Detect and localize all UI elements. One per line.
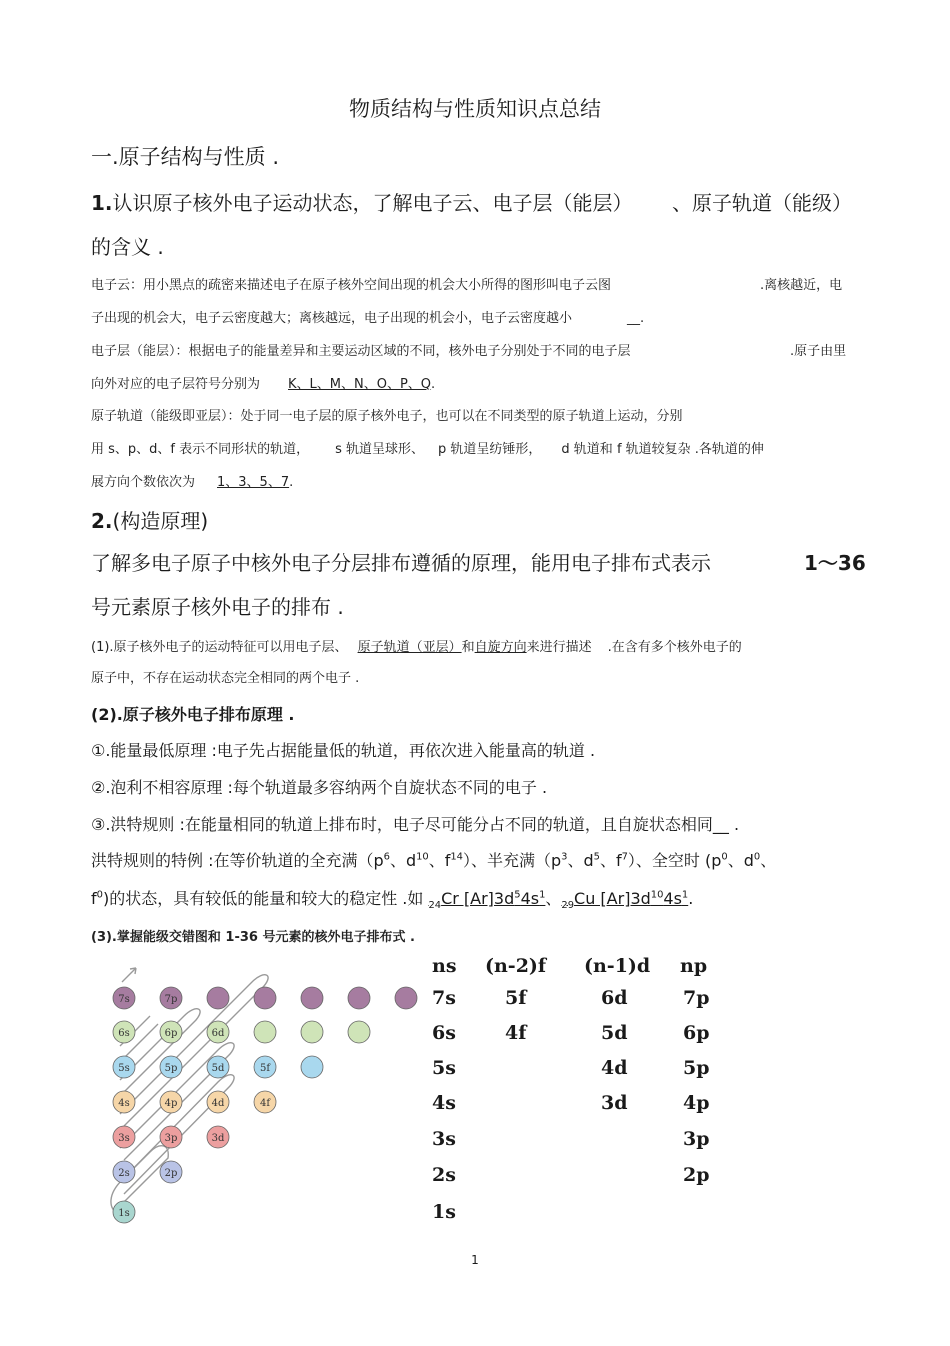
sup: 6	[383, 851, 390, 863]
text: 子出现的机会大，电子云密度越大；离核越远，电子出现的机会小，电子云密度越小	[91, 311, 573, 326]
diagram-heading: (3).掌握能级交错图和 1-36 号元素的核外电子排布式 .	[91, 930, 415, 945]
text: 洪特规则的特例 :在等价轨道的全充满（	[91, 851, 374, 870]
orbital-label: 2s	[118, 1168, 130, 1179]
orbital-circle	[301, 1021, 323, 1043]
chromium-config	[428, 889, 546, 912]
orbital-counts: 1、3、5、7	[217, 475, 290, 490]
page-number: 1	[471, 1253, 479, 1267]
sup: 1	[539, 889, 546, 901]
subsection-number: 2.	[91, 509, 113, 533]
orbital-circle	[254, 987, 276, 1009]
energy-level-diagram	[98, 962, 428, 1232]
period: .	[431, 377, 436, 392]
paragraph-orbital-line2	[91, 438, 764, 457]
text: 展方向个数依次为	[91, 475, 196, 490]
text: 、	[760, 851, 777, 870]
diagonal-arrows	[111, 968, 268, 1214]
rule-lowest-energy: ①.能量最低原理 :电子先占据能量低的轨道，再依次进入能量高的轨道 .	[91, 741, 596, 760]
paragraph-motion	[91, 636, 742, 655]
sup: 5	[514, 889, 521, 901]
subsection-2-heading	[91, 505, 208, 534]
orbital-label: 6p	[164, 1028, 178, 1039]
aufbau-objective-range: 1～36	[804, 551, 866, 575]
sup: 14	[450, 851, 463, 863]
text: 、d	[389, 851, 417, 870]
orbital-label: 4f	[259, 1098, 271, 1109]
text: ）、半充满（p	[462, 851, 562, 870]
orbital-label: 7p	[164, 994, 178, 1005]
table-cell: 7s	[432, 987, 456, 1009]
sub: 24	[428, 900, 442, 912]
paragraph-electron-cloud-line2	[91, 307, 644, 326]
orbital-circle	[207, 987, 229, 1009]
page-title: 物质结构与性质知识点总结	[349, 97, 601, 121]
sup: 0	[753, 851, 761, 863]
table-cell: 2s	[432, 1164, 456, 1186]
table-cell: 5p	[683, 1057, 710, 1079]
orbital-label: 5d	[211, 1063, 225, 1074]
text: f	[91, 889, 97, 908]
table-cell: 4f	[505, 1022, 527, 1044]
text: 和	[461, 640, 475, 655]
text: Cu [Ar]3d	[574, 889, 651, 908]
copper-config	[561, 889, 689, 912]
text: .在含有多个核外电子的	[607, 640, 742, 655]
table-cell: 3p	[683, 1128, 710, 1150]
text: 、	[545, 889, 562, 908]
orbital-term: 原子轨道（亚层）	[357, 640, 462, 655]
sup: 10	[650, 889, 664, 901]
table-header-d: (n-1)d	[584, 955, 651, 977]
table-cell: 6d	[601, 987, 628, 1009]
table-cell: 3d	[601, 1092, 628, 1114]
table-cell: 5f	[505, 987, 527, 1009]
table-header-np: np	[680, 955, 708, 977]
orbital-label: 3d	[211, 1133, 225, 1144]
table-cell: 6p	[683, 1022, 710, 1044]
hund-exception-line2	[91, 886, 693, 911]
paragraph-orbital-line3	[91, 471, 293, 490]
paragraph-motion-line2: 原子中，不存在运动状态完全相同的两个电子 .	[91, 671, 360, 686]
orbital-label: 3s	[118, 1133, 130, 1144]
text: ）、全空时 (p	[627, 851, 722, 870]
sup: 3	[561, 851, 568, 863]
orbital-circle	[395, 987, 417, 1009]
section-heading-1: 一.原子结构与性质 .	[91, 145, 280, 169]
table-cell: 2p	[683, 1164, 710, 1186]
sup: 10	[416, 851, 429, 863]
subsection-text: 认识原子核外电子运动状态，了解电子云、电子层（能层）	[112, 191, 633, 215]
orbital-circle	[301, 1056, 323, 1078]
paragraph-electron-cloud-right: .离核越近，电	[760, 278, 843, 293]
paragraph-electron-shell-line2	[91, 373, 435, 392]
subsection-1-heading-right: 、原子轨道（能级）	[672, 191, 852, 215]
p-orbital-text: p 轨道呈纺锤形，	[438, 442, 542, 457]
text: 向外对应的电子层符号分别为	[91, 377, 261, 392]
table-header-f: (n-2)f	[485, 955, 547, 977]
subsection-1-heading	[91, 187, 633, 216]
sup: 1	[681, 889, 689, 901]
sup: 0	[96, 889, 103, 901]
paragraph-electron-shell-right: .原子由里	[790, 344, 847, 359]
orbital-label: 6d	[211, 1028, 225, 1039]
shell-symbols: K、L、M、N、O、P、Q	[288, 377, 432, 392]
table-cell: 4d	[601, 1057, 628, 1079]
text: .	[688, 889, 694, 908]
table-cell: 6s	[432, 1022, 456, 1044]
sup: 7	[621, 851, 628, 863]
sup: 0	[721, 851, 728, 863]
arrow-head	[122, 968, 136, 982]
orbital-label: 5p	[164, 1063, 178, 1074]
text: 4s	[663, 889, 682, 908]
orbital-label: 1s	[118, 1208, 130, 1219]
text: (1).原子核外电子的运动特征可以用电子层、	[91, 640, 348, 655]
text: 来进行描述	[526, 640, 592, 655]
table-cell: 3s	[432, 1128, 456, 1150]
rule-hund: ③.洪特规则 :在能量相同的轨道上排布时，电子尽可能分占不同的轨道，且自旋状态相同__ .	[91, 815, 740, 834]
orbital-label: 5s	[118, 1063, 130, 1074]
orbital-label: 4p	[164, 1098, 178, 1109]
arrow-path	[120, 975, 268, 1126]
period: .	[289, 475, 294, 490]
subsection-text: (构造原理)	[112, 509, 209, 533]
aufbau-objective: 了解多电子原子中核外电子分层排布遵循的原理，能用电子排布式表示	[91, 551, 711, 575]
orbital-label: 5f	[259, 1063, 271, 1074]
blank: __.	[627, 311, 645, 326]
sup: 5	[593, 851, 600, 863]
subsection-number: 1.	[91, 191, 113, 215]
s-orbital-text: s 轨道呈球形、	[335, 442, 425, 457]
text: 、f	[599, 851, 622, 870]
text: p	[373, 851, 384, 870]
principles-heading: (2).原子核外电子排布原理 .	[91, 705, 295, 724]
text: 用 s、p、d、f 表示不同形状的轨道，	[91, 442, 310, 457]
hund-exception-line1	[91, 848, 776, 871]
text: Cr [Ar]3d	[441, 889, 515, 908]
orbital-label: 3p	[164, 1133, 178, 1144]
text: 、d	[567, 851, 594, 870]
paragraph-orbital: 原子轨道（能级即亚层）：处于同一电子层的原子核外电子，也可以在不同类型的原子轨道上运动，分别	[91, 409, 683, 424]
rule-pauli: ②.泡利不相容原理 :每个轨道最多容纳两个自旋状态不同的电子 .	[91, 778, 548, 797]
text: 4s	[520, 889, 540, 908]
text: 、d	[727, 851, 754, 870]
spin-term: 自旋方向	[474, 640, 527, 655]
table-cell: 1s	[432, 1201, 456, 1223]
orbital-label: 2p	[164, 1168, 178, 1179]
aufbau-objective-line2: 号元素原子核外电子的排布 .	[91, 595, 344, 619]
orbital-circle	[254, 1021, 276, 1043]
df-orbital-text: d 轨道和 f 轨道较复杂 .各轨道的伸	[561, 442, 764, 457]
table-header-ns: ns	[432, 955, 457, 977]
sub: 29	[561, 900, 575, 912]
text: )的状态，具有较低的能量和较大的稳定性 .如	[102, 889, 424, 908]
orbital-circle	[301, 987, 323, 1009]
table-cell: 4s	[432, 1092, 456, 1114]
paragraph-electron-cloud: 电子云：用小黑点的疏密来描述电子在原子核外空间出现的机会大小所得的图形叫电子云图	[91, 278, 612, 293]
orbital-label: 4s	[118, 1098, 130, 1109]
table-cell: 5s	[432, 1057, 456, 1079]
orbital-label: 7s	[118, 994, 130, 1005]
table-cell: 4p	[683, 1092, 710, 1114]
table-cell: 7p	[683, 987, 710, 1009]
table-cell: 5d	[601, 1022, 628, 1044]
subsection-1-heading-line2: 的含义 .	[91, 235, 164, 259]
orbital-circles	[113, 987, 417, 1223]
orbital-label: 6s	[118, 1028, 130, 1039]
orbital-circle	[348, 1021, 370, 1043]
text: 、f	[428, 851, 451, 870]
orbital-label: 4d	[211, 1098, 225, 1109]
paragraph-electron-shell: 电子层（能层）：根据电子的能量差异和主要运动区域的不同，核外电子分别处于不同的电子层	[91, 344, 631, 359]
orbital-circle	[348, 987, 370, 1009]
